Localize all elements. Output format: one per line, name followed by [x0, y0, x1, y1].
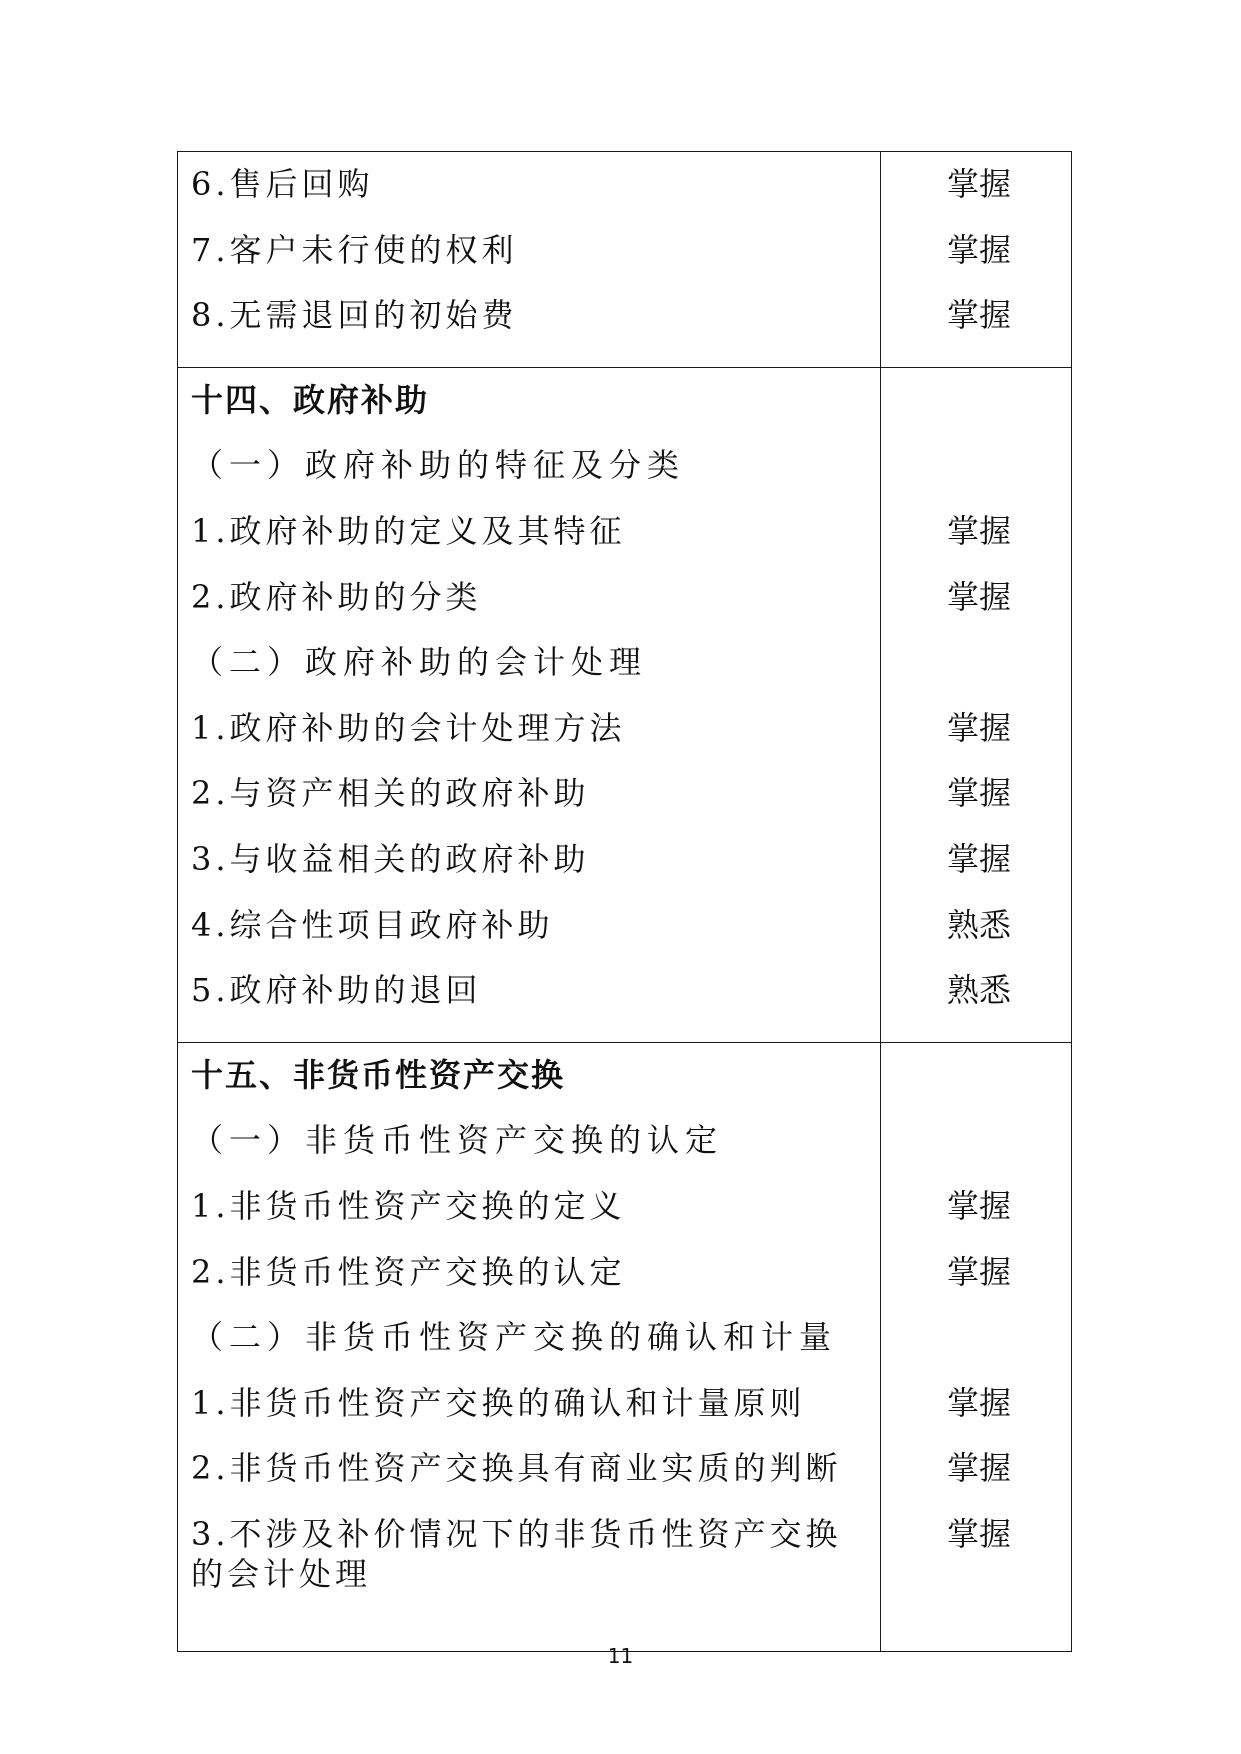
topic-cell [178, 367, 881, 1042]
mastery-level: 掌握 [946, 577, 1011, 616]
section-heading: 十五、非货币性资产交换 [191, 1055, 566, 1094]
topic-item: 1.非货币性资产交换的定义 [191, 1186, 626, 1225]
section-row [178, 152, 1072, 368]
mastery-level: 掌握 [946, 708, 1011, 747]
mastery-level: 掌握 [946, 296, 1011, 335]
mastery-level: 掌握 [946, 839, 1011, 878]
section-row [178, 367, 1072, 1042]
mastery-level: 熟悉 [946, 905, 1011, 944]
mastery-level [881, 642, 1071, 708]
topic-cell [178, 152, 881, 368]
subsection-heading: （一）非货币性资产交换的认定 [191, 1121, 724, 1160]
mastery-level: 掌握 [946, 1252, 1011, 1291]
section-row [178, 1042, 1072, 1651]
subsection-heading: （二）政府补助的会计处理 [191, 643, 648, 682]
mastery-level: 掌握 [946, 774, 1011, 813]
topic-cell [178, 1042, 881, 1651]
mastery-level [881, 1055, 1071, 1121]
mastery-level: 掌握 [946, 1514, 1011, 1553]
mastery-level: 掌握 [946, 1383, 1011, 1422]
topic-item: 2.政府补助的分类 [191, 577, 482, 616]
topic-item: 6.售后回购 [191, 165, 374, 203]
mastery-level [881, 1120, 1071, 1186]
mastery-level [881, 380, 1071, 446]
topic-item: 4.综合性项目政府补助 [191, 905, 554, 944]
topic-item: 7.客户未行使的权利 [191, 230, 518, 269]
topic-item: 2.非货币性资产交换的认定 [191, 1252, 626, 1291]
level-cell [881, 152, 1072, 368]
syllabus-table [177, 151, 1072, 1652]
mastery-level: 掌握 [946, 230, 1011, 269]
subsection-heading: （一）政府补助的特征及分类 [191, 446, 686, 485]
topic-item: 2.与资产相关的政府补助 [191, 774, 590, 813]
mastery-level [881, 445, 1071, 511]
mastery-level [881, 1317, 1071, 1383]
subsection-heading: （二）非货币性资产交换的确认和计量 [191, 1318, 838, 1357]
level-cell [881, 1042, 1072, 1651]
mastery-level: 掌握 [946, 511, 1011, 550]
syllabus-table-body [178, 152, 1072, 1652]
topic-item: 1.政府补助的定义及其特征 [191, 511, 626, 550]
topic-item: 8.无需退回的初始费 [191, 296, 518, 335]
page-number: 11 [607, 1644, 634, 1668]
topic-item: 1.政府补助的会计处理方法 [191, 708, 626, 747]
mastery-level: 掌握 [946, 1449, 1011, 1488]
level-cell [881, 367, 1072, 1042]
mastery-level: 熟悉 [946, 971, 1011, 1010]
mastery-level: 掌握 [946, 165, 1011, 203]
topic-item: 3.与收益相关的政府补助 [191, 839, 590, 878]
topic-item: 1.非货币性资产交换的确认和计量原则 [191, 1383, 806, 1422]
topic-item: 3.不涉及补价情况下的非货币性资产交换的会计处理 [191, 1514, 842, 1593]
mastery-level: 掌握 [946, 1186, 1011, 1225]
topic-item: 2.非货币性资产交换具有商业实质的判断 [191, 1449, 842, 1488]
section-heading: 十四、政府补助 [191, 380, 430, 419]
topic-item: 5.政府补助的退回 [191, 971, 482, 1010]
